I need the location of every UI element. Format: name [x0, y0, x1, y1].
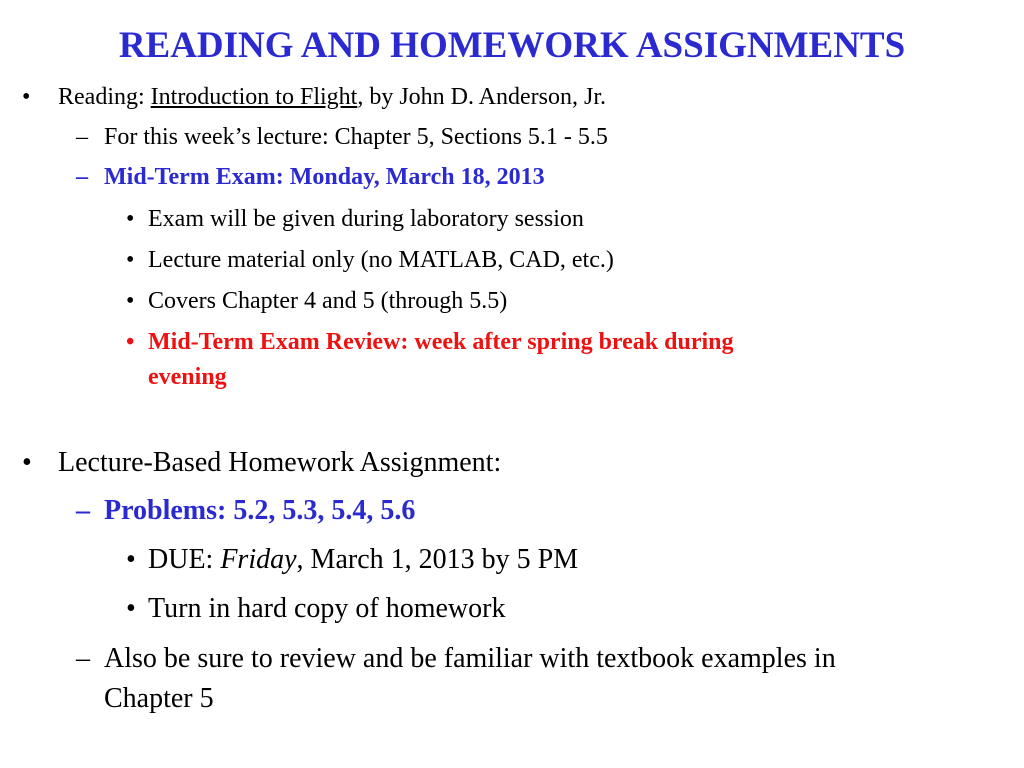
due-date: [148, 543, 578, 577]
midterm-date: Mid-Term Exam: Monday, March 18, 2013: [104, 164, 545, 190]
bullet-reading: •: [22, 84, 31, 110]
review-line-2: evening: [148, 364, 227, 390]
dash-also: –: [76, 643, 90, 674]
also-line-1: Also be sure to review and be familiar with textbook examples in: [104, 643, 836, 674]
bullet-review: •: [126, 329, 135, 355]
exam-point-chapters: Covers Chapter 4 and 5 (through 5.5): [148, 288, 508, 314]
bullet-exam-2: •: [126, 247, 135, 273]
exam-point-lab: Exam will be given during laboratory session: [148, 206, 584, 232]
book-title: Introduction to Flight: [150, 84, 358, 110]
lecture-reading-line: For this week’s lecture: Chapter 5, Sections 5.1 - 5.5: [104, 124, 608, 150]
slide-title: READING AND HOMEWORK ASSIGNMENTS: [118, 25, 906, 66]
turn-in-line: Turn in hard copy of homework: [148, 593, 506, 624]
dash-lecture: –: [76, 124, 88, 150]
bullet-turn-in: •: [126, 593, 136, 624]
problems-list: Problems: 5.2, 5.3, 5.4, 5.6: [104, 495, 416, 526]
reading-line: [58, 82, 606, 112]
dash-midterm: –: [76, 164, 88, 190]
bullet-due: •: [126, 544, 136, 575]
reading-suffix: , by John D. Anderson, Jr.: [357, 84, 606, 110]
bullet-exam-1: •: [126, 206, 135, 232]
due-day: Friday: [220, 544, 297, 575]
exam-point-material: Lecture material only (no MATLAB, CAD, etc.): [148, 247, 614, 273]
bullet-exam-3: •: [126, 288, 135, 314]
reading-prefix: Reading:: [58, 84, 151, 110]
dash-problems: –: [76, 495, 90, 526]
review-line-1: Mid-Term Exam Review: week after spring break during: [148, 329, 734, 355]
bullet-homework: •: [22, 447, 32, 478]
due-prefix: DUE:: [148, 544, 221, 575]
also-line-2: Chapter 5: [104, 683, 214, 714]
due-suffix: , March 1, 2013 by 5 PM: [296, 544, 579, 575]
homework-heading: Lecture-Based Homework Assignment:: [58, 447, 502, 478]
